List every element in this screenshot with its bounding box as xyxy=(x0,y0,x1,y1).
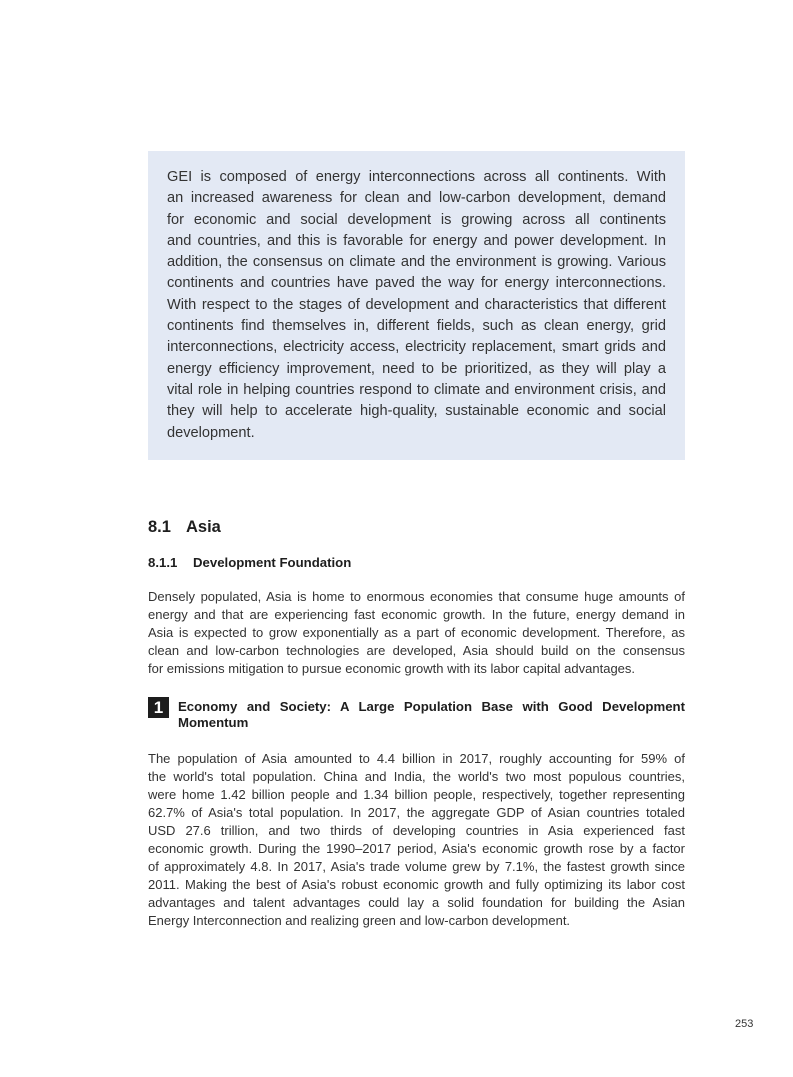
text-line: 2011. Making the best of Asia's robust economic growth and fully optimizing its labor cost xyxy=(148,877,685,892)
text-line: Energy Interconnection and realizing green and low-carbon development. xyxy=(148,913,571,928)
text-line: were home 1.42 billion people and 1.34 billion people, respectively, together representing xyxy=(148,787,685,802)
text-line: energy efficiency improvement, need to be prioritized, as they will play a xyxy=(167,360,666,377)
text-line: addition, the consensus on climate and the environment is growing. Various xyxy=(167,254,666,271)
text-line: for economic and social development is growing across all continents xyxy=(167,211,666,228)
topic-heading: Economy and Society: A Large Population Base with Good Development Momentum xyxy=(178,699,685,730)
subsection-heading xyxy=(148,555,351,570)
text-line: for emissions mitigation to pursue economic growth with its labor capital advantages. xyxy=(148,661,636,676)
text-line: an increased awareness for clean and low-carbon development, demand xyxy=(167,190,666,207)
text-line: and countries, and this is favorable for energy and power development. In xyxy=(167,232,666,249)
text-line: clean and low-carbon technologies are developed, Asia should build on the consensus xyxy=(148,643,685,658)
text-line: advantages and talent advantages could lay a solid foundation for building the Asian xyxy=(148,895,685,910)
text-line: the world's total population. China and India, the world's two most populous countries, xyxy=(148,769,685,784)
subsection-number: 8.1.1 xyxy=(148,555,178,570)
text-line: Asia is expected to grow exponentially as a part of economic development. Therefore, as xyxy=(148,625,685,640)
section-title: Asia xyxy=(186,518,221,536)
text-line: development. xyxy=(167,424,255,441)
topic-number-badge: 1 xyxy=(148,697,169,718)
text-line: GEI is composed of energy interconnections across all continents. With xyxy=(167,169,666,185)
text-line: they will help to accelerate high-quality, sustainable economic and social xyxy=(167,403,666,420)
text-line: economic growth. During the 1990–2017 period, Asia's economic growth rose by a factor xyxy=(148,841,685,856)
text-line: energy and that are experiencing fast economic growth. In the future, energy demand in xyxy=(148,607,685,622)
text-line: The population of Asia amounted to 4.4 billion in 2017, roughly accounting for 59% of xyxy=(148,751,685,766)
text-line: continents find themselves in, different fields, such as clean energy, grid xyxy=(167,318,666,335)
text-line: With respect to the stages of development and characteristics that different xyxy=(167,296,666,313)
section-heading xyxy=(148,518,221,537)
text-line: USD 27.6 trillion, and two thirds of developing countries in Asia experienced fast xyxy=(148,823,685,838)
intro-paragraph xyxy=(148,588,685,678)
section-number: 8.1 xyxy=(148,518,171,536)
subsection-title: Development Foundation xyxy=(193,555,352,570)
text-line: interconnections, electricity access, electricity replacement, smart grids and xyxy=(167,339,666,356)
page-number: 253 xyxy=(735,1018,754,1030)
text-line: Densely populated, Asia is home to enormous economies that consume huge amounts of xyxy=(148,589,685,604)
callout-text xyxy=(167,167,666,444)
text-line: of approximately 4.8. In 2017, Asia's trade volume grew by 7.1%, the fastest growth since xyxy=(148,859,685,874)
text-line: vital role in helping countries respond to climate and environment crisis, and xyxy=(167,381,666,398)
text-line: continents and countries have paved the way for energy interconnections. xyxy=(167,275,666,292)
summary-callout-box xyxy=(148,151,685,460)
body-paragraph xyxy=(148,750,685,930)
text-line: 62.7% of Asia's total population. In 2017, the aggregate GDP of Asian countries totaled xyxy=(148,805,685,820)
